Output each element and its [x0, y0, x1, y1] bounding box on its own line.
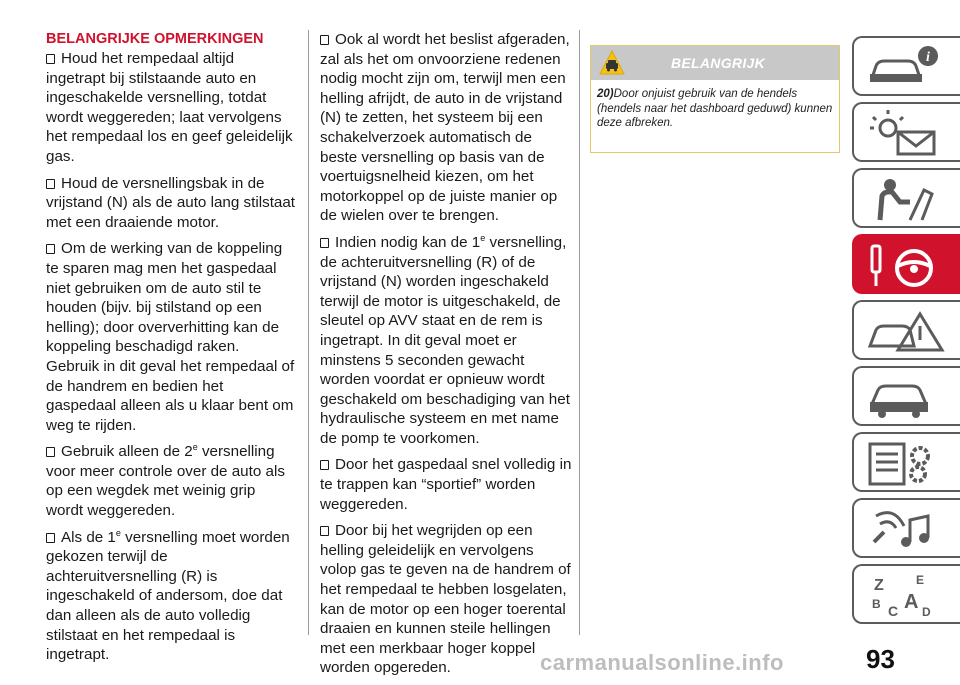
- important-box-header: [591, 46, 839, 80]
- svg-text:B: B: [872, 597, 881, 611]
- svg-text:A: A: [904, 591, 919, 613]
- tab-dashboard-lights[interactable]: [852, 102, 960, 162]
- note-item: Om de werking van de koppeling te sparen mag men het gaspedaal niet gebruiken om de auto stil te houden (bijv. bij stilstand op een helling); door oververhitting kan de koppeling beschadigd raken. Gebruik in dit geval het rempedaal of de handrem en bedien het gaspedaal alleen als u klaar bent om weg te rijden.: [46, 240, 295, 434]
- svg-text:E: E: [916, 573, 925, 587]
- multimedia-icon: [866, 506, 946, 552]
- note-item: Houd de versnellingsbak in de vrijstand (N) als de auto lang stilstaat met een draaiende motor.: [46, 174, 296, 231]
- note-item: Indien nodig kan de 1e versnelling, de achteruitversnelling (R) of de vrijstand (N) worden ingeschakeld terwijl de motor is uitgeschakeld, de sleutel op AVV staat en de rem is ingetrapt. In dit geval moet er minstens 5 seconden gewacht worden voordat er opnieuw wordt geschakeld om beschadiging van het hydraulische systeem en met name de pomp te voorkomen.: [320, 232, 570, 447]
- important-title: BELANGRIJK: [671, 55, 766, 71]
- tab-service[interactable]: [852, 366, 960, 426]
- section-heading: BELANGRIJKE OPMERKINGEN: [46, 31, 264, 47]
- tab-multimedia[interactable]: [852, 498, 960, 558]
- tab-starting-driving[interactable]: [852, 234, 960, 294]
- technical-data-icon: [866, 440, 946, 486]
- left-column: [46, 30, 296, 672]
- tab-emergency[interactable]: [852, 300, 960, 360]
- square-bullet-icon: [320, 460, 329, 470]
- square-bullet-icon: [46, 244, 55, 254]
- svg-text:C: C: [888, 603, 899, 618]
- note-item: Door het gaspedaal snel volledig in te trappen kan “sportief” worden weggereden.: [320, 456, 572, 513]
- svg-text:i: i: [926, 50, 930, 65]
- index-icon: [866, 572, 946, 618]
- note-item: Door bij het wegrijden op een helling geleidelijk en vervolgens volop gas te geven na de handrem of het rempedaal te hebben losgelaten, kan de motor op een hoger toerental draaien en kunnen steile hellingen met een merkbaar hoger koppel worden opgereden.: [320, 522, 571, 677]
- tab-index[interactable]: [852, 564, 960, 624]
- dashboard-lights-icon: [866, 110, 946, 156]
- svg-text:Z: Z: [874, 577, 884, 594]
- square-bullet-icon: [46, 54, 55, 64]
- note-item: Houd het rempedaal altijd ingetrapt bij stilstaande auto en ingeschakelde versnelling, totdat wordt weggereden; laat vervolgens het rempedaal los en geef geleidelijk gas.: [46, 50, 293, 165]
- square-bullet-icon: [320, 238, 329, 248]
- column-divider: [579, 30, 580, 635]
- emergency-icon: [866, 308, 946, 354]
- important-box: [590, 45, 840, 153]
- square-bullet-icon: [320, 526, 329, 536]
- middle-column: [320, 30, 572, 685]
- car-info-icon: [866, 44, 946, 90]
- key-steering-wheel-icon: [866, 242, 946, 288]
- note-item: Als de 1e versnelling moet worden gekozen terwijl de achteruitversnelling (R) is ingeschakeld of andersom, doe dat dan alleen als de auto volledig stilstaat en het rempedaal is ingetrapt.: [46, 527, 290, 664]
- column-divider: [308, 30, 309, 635]
- important-note: 20)Door onjuist gebruik van de hendels (hendels naar het dashboard geduwd) kunnen deze afbreken.: [597, 88, 833, 129]
- car-service-icon: [866, 374, 946, 420]
- square-bullet-icon: [46, 533, 55, 543]
- square-bullet-icon: [46, 179, 55, 189]
- square-bullet-icon: [320, 35, 329, 45]
- square-bullet-icon: [46, 447, 55, 457]
- tab-technical-data[interactable]: [852, 432, 960, 492]
- watermark: carmanualsonline.info: [540, 650, 784, 675]
- safety-seat-icon: [866, 176, 946, 222]
- svg-text:D: D: [922, 605, 931, 618]
- page-number: 93: [866, 644, 895, 674]
- tab-car-info[interactable]: [852, 36, 960, 96]
- note-item: Ook al wordt het beslist afgeraden, zal als het om onvoorziene redenen nodig mocht zijn om, terwijl men een helling afrijdt, de auto in de vrijstand (N) te zetten, het systeem bij een schakelverzoek automatisch de beste versnelling op basis van de voertuigsnelheid kiezen, om het motorkoppel op de juiste manier op de wielen over te brengen.: [320, 31, 570, 225]
- note-item: Gebruik alleen de 2e versnelling voor meer controle over de auto als op een wegdek met weinig grip wordt weggereden.: [46, 442, 285, 520]
- warning-car-icon: [599, 50, 625, 76]
- tab-safety[interactable]: [852, 168, 960, 228]
